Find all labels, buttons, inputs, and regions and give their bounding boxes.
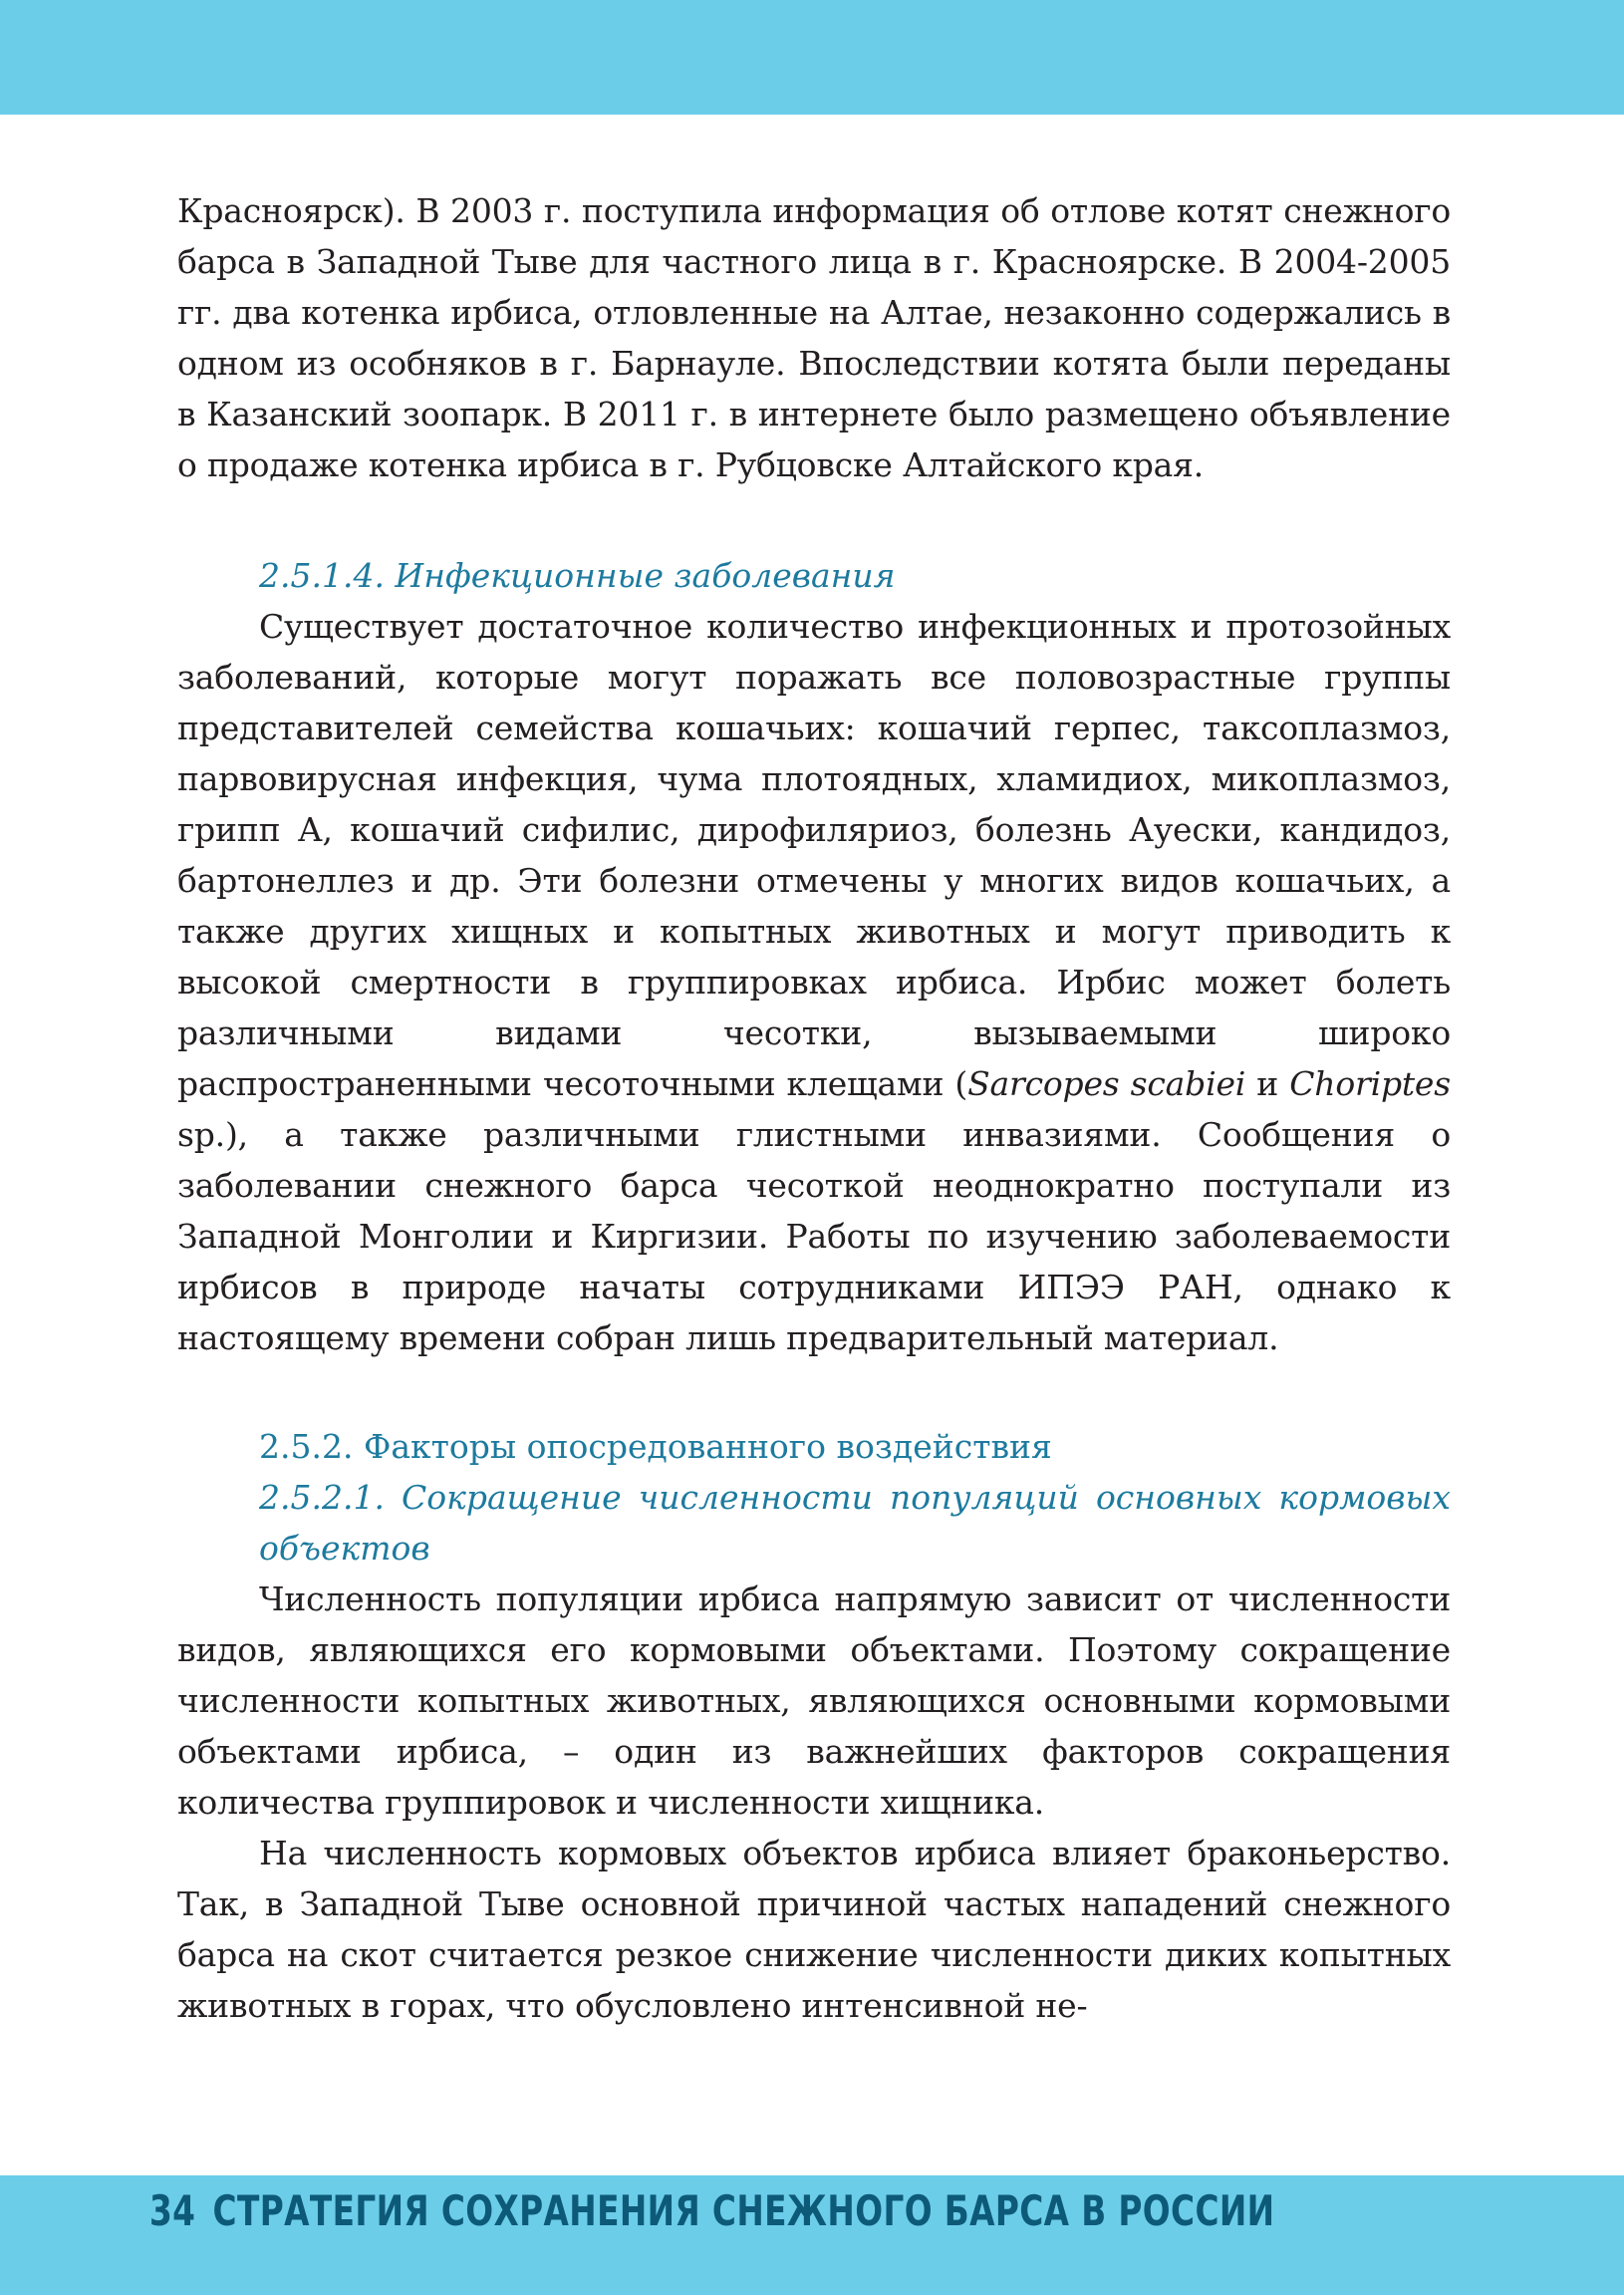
top-color-band [0, 0, 1624, 115]
paragraph-4: На численность кормовых объектов ирбиса влияет браконьерство. Так, в Западной Тыве основной причиной частых нападений снежного барса на скот считается резкое снижение численности диких копытных животных в горах, что обусловлено интенсивной не- [177, 1834, 1451, 2025]
paragraph-2-part-a: Существует достаточное количество инфекционных и протозойных заболеваний, которые могут поражать все половозрастные группы представителей семейства кошачьих: кошачий герпес, таксоплазмоз, парвовирусная инфекция, чума плотоядных, хламидиох, микоплазмоз, грипп А, кошачий сифилис, дирофиляриоз, болезнь Ауески, кандидоз, бартонеллез и др. Эти болезни отмечены у многих видов кошачьих, а также других хищных и копытных животных и могут приводить к высокой смертности в группировках ирбиса. Ирбис может болеть различными видами чесотки, вызываемыми широко распространенными чесоточными клещами ( [177, 607, 1451, 1103]
page-body [177, 185, 1451, 2031]
paragraph-2-part-b: sp.), а также различными глистными инвазиями. Сообщения о заболевании снежного барса чесоткой неоднократно поступали из Западной Монголии и Киргизии. Работы по изучению заболеваемости ирбисов в природе начаты сотрудниками ИПЭЭ РАН, однако к настоящему времени собран лишь предварительный материал. [177, 1115, 1451, 1357]
paragraph-1: Красноярск). В 2003 г. поступила информация об отлове котят снежного барса в Западной Тыве для частного лица в г. Красноярске. В 2004-2005 гг. два котенка ирбиса, отловленные на Алтае, незаконно содержались в одном из особняков в г. Барнауле. Впоследствии котята были переданы в Казанский зоопарк. В 2011 г. в интернете было размещено объявление о продаже котенка ирбиса в г. Рубцовске Алтайского края. [177, 191, 1451, 484]
conjunction: и [1245, 1064, 1290, 1103]
species-choriptes: Choriptes [1289, 1064, 1451, 1103]
heading-food-objects: 2.5.2.1. Сокращение численности популяций основных кормовых объектов [259, 1478, 1451, 1568]
heading-infectious-diseases: 2.5.1.4. Инфекционные заболевания [259, 556, 896, 595]
page-number: 34 [149, 2186, 196, 2235]
paragraph-2 [177, 601, 1451, 1363]
footer [149, 2186, 1275, 2235]
paragraph-3: Численность популяции ирбиса напрямую зависит от численности видов, являющихся его кормовыми объектами. Поэтому сокращение численности копытных животных, являющихся основными кормовыми объектами ирбиса, – один из важнейших факторов сокращения количества группировок и численности хищника. [177, 1579, 1451, 1822]
species-sarcopes: Sarcopes scabiei [967, 1064, 1246, 1103]
heading-indirect-factors: 2.5.2. Факторы опосредованного воздействия [259, 1427, 1052, 1466]
footer-title: СТРАТЕГИЯ СОХРАНЕНИЯ СНЕЖНОГО БАРСА В РОССИИ [212, 2186, 1275, 2235]
